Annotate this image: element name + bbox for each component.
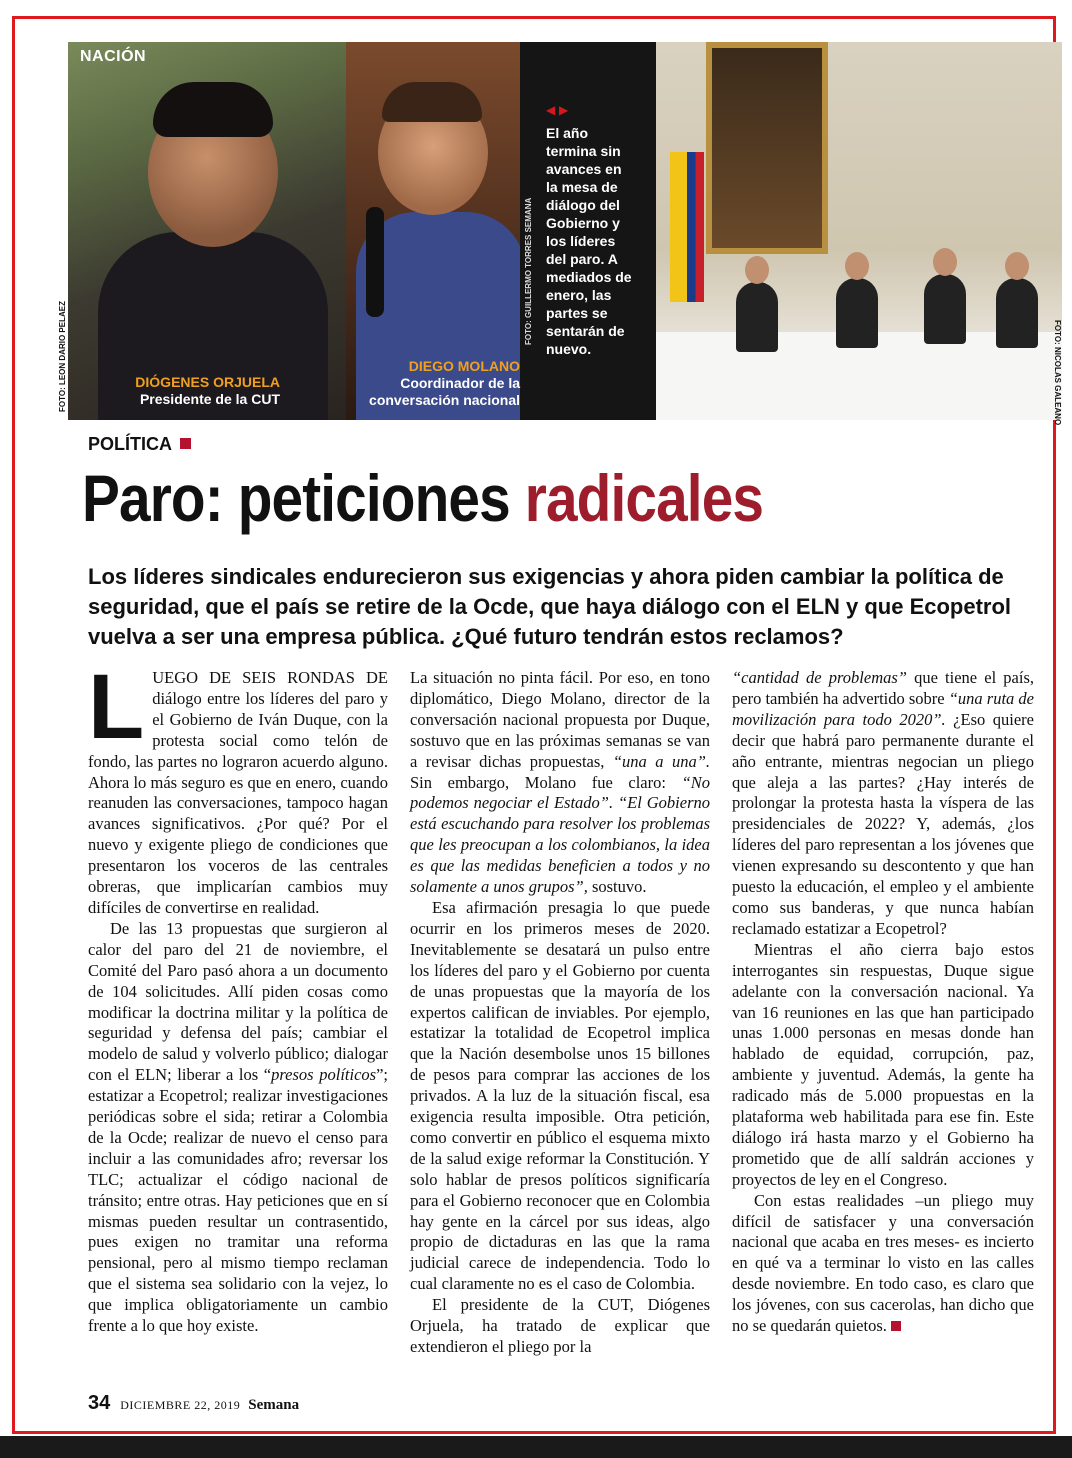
photo-credit: FOTO: NICOLAS GALEANO <box>1053 320 1062 426</box>
microphone-icon <box>366 207 384 317</box>
kicker-label: POLÍTICA <box>88 434 172 454</box>
paragraph: LUEGO DE SEIS RONDAS DE diálogo entre los líderes del paro y el Gobierno de Iván Duque, con la protesta social como telón de fondo, las partes no lograron acuerdo alguno. Ahora lo más seguro es que en enero, cuando reanuden las conversaciones, tampoco hagan avances significativos. ¿Por qué? Por el nuevo y exigente pliego de condiciones que presentaron los voceros de las centrales obreras, que implicarían cambios muy difíciles de convertirse en realidad. <box>88 656 388 917</box>
headline-main: Paro: peticiones <box>82 461 525 535</box>
kicker <box>88 434 191 455</box>
deck: Los líderes sindicales endurecieron sus exigencias y ahora piden cambiar la política de seguridad, que el país se retire de la Ocde, que haya diálogo con el ELN y que Ecopetrol vuelva a ser una empresa pública. ¿Qué futuro tendrán estos reclamos? <box>88 564 1012 649</box>
paragraph: La situación no pinta fácil. Por eso, en tono diplomático, Diego Molano, director de la conversación nacional propuesta por Duque, sostuvo que en las próximas semanas se van a revisar dichas propuestas, “una a una”. Sin embargo, Molano fue claro: “No podemos negociar el Estado”. “El Gobierno está escuchando para resolver los problemas que les preocupan a los colombianos, la idea es que las medidas beneficien a todos y no solamente a unos grupos”, sostuvo. <box>410 668 711 897</box>
photo-diogenes-orjuela <box>68 42 346 420</box>
paragraph: Con estas realidades –un pliego muy difícil de satisfacer y una conversación nacional que acaba en tres meses- es incierto en qué va a terminar lo visto en las calles desde noviembre. En todo caso, es claro que los jóvenes, con sus cacerolas, han dicho que no se quedarán quietos. <box>732 1190 1034 1336</box>
photo-caption-orjuela <box>90 374 280 408</box>
photo-dialogue-table <box>656 42 1062 420</box>
arrows-icon: ◀ ▶ <box>546 103 569 117</box>
photo-credit: FOTO: LEON DARIO PELAEZ <box>58 301 67 412</box>
paragraph: De las 13 propuestas que surgieron al calor del paro del 21 de noviembre, el Comité del Paro pasó ahora a un documento de 104 solicitudes. Allí piden cosas como modificar la doctrina militar y la política de seguridad y defensa del país; cambiar el modelo de salud y volverlo público; dialogar con el ELN; liberar a los “presos políticos”; estatizar a Ecopetrol; realizar investigaciones periódicas sobre el sida; retirar a Colombia de la Ocde; realizar de nuevo el censo para incluir a las comunidades afro; reversar los TLC; actualizar el código nacional de tránsito; entre otras. Hay peticiones que en sí mismas pueden resultar un contrasentido, pues exigen no tramitar una reforma pensional, pero al mismo tiempo reclaman que el sistema sea solidario con la vejez, lo que implica obligatoriamente un cambio frente a lo que hoy existe. <box>88 918 388 1336</box>
kicker-square-icon <box>180 438 191 449</box>
issue-date: DICIEMBRE 22, 2019 <box>120 1398 241 1412</box>
portrait-painting <box>706 42 828 254</box>
publication-name: Semana <box>248 1397 300 1413</box>
caption-role: conversación nacional <box>369 392 520 408</box>
colombia-flag <box>670 152 704 302</box>
page-number: 34 <box>88 1392 111 1414</box>
headline-accent: radicales <box>524 461 764 535</box>
caption-role: Presidente de la CUT <box>139 391 280 407</box>
section-label: NACIÓN <box>80 48 147 65</box>
end-mark-icon <box>891 1321 901 1331</box>
photo-credit: FOTO: GUILLERMO TORRES SEMANA <box>524 197 533 345</box>
paragraph: “cantidad de problemas” que tiene el país, pero también ha advertido sobre “una ruta de movilización para todo 2020”. ¿Eso quiere decir que habrá paro permanente durante el año entrante, mientras negocian un pliego que aleja a las partes? ¿Hay interés de prolongar la protesta hasta la víspera de las presidenciales de 2022? Y, además, ¿los líderes del paro representan a los jóvenes que vienen expresando su descontento y que han puesto la educación, el empleo y el ambiente como sus banderas, y que nunca habían reclamado estatizar a Ecopetrol? <box>732 668 1034 938</box>
paragraph: Mientras el año cierra bajo estos interrogantes sin respuestas, Duque sigue adelante con la conversación nacional. Ya van 16 reuniones en las que han participado unas 1.000 personas en mesas donde han hablado de equidad, corrupción, paz, ambiente y juventud. Además, la gente ha radicado más de 5.000 propuestas en la plataforma web habilitada para ese fin. Este diálogo irá hasta marzo y el Gobierno ha prometido que de allí saldrán acciones y proyectos de ley en el Congreso. <box>732 939 1034 1189</box>
caption-name: DIEGO MOLANO <box>408 358 520 374</box>
side-caption: El año termina sin avances en la mesa de diálogo del Gobierno y los líderes del paro. A mediados de enero, las partes se sentarán de nuevo. <box>546 125 632 357</box>
headline <box>82 458 763 538</box>
lead-in: UEGO DE SEIS RONDAS DE <box>152 668 388 687</box>
article-column-1 <box>88 656 388 1337</box>
article-column-3 <box>732 668 1034 1337</box>
photo-caption-molano <box>330 358 520 409</box>
caption-role: Coordinador de la <box>400 375 520 391</box>
caption-name: DIÓGENES ORJUELA <box>135 374 280 390</box>
dropcap: L <box>88 656 145 758</box>
article-column-2 <box>410 668 710 1358</box>
scan-bottom-band <box>0 1436 1072 1458</box>
paragraph: Esa afirmación presagia lo que puede ocurrir en los primeros meses de 2020. Inevitablemente se desatará un pulso entre los líderes del paro y el Gobierno por cuenta de unas propuestas que la mayoría de los expertos califican de inviables. Por ejemplo, estatizar la totalidad de Ecopetrol implica que la Nación desembolse unos 15 billones de pesos para comprar las acciones de los privados. A la luz de la situación fiscal, esa exigencia resulta imposible. Otra petición, como convertir en público el esquema mixto de la salud exige reformar la Constitución. Y solo hablar de presos políticos significaría para el Gobierno reconocer que en Colombia hay gente en la cárcel por sus ideas, algo propio de dictaduras en las que la rama judicial carece de independencia. Todo lo cual claramente no es el caso de Colombia. <box>410 897 710 1294</box>
page-footer <box>88 1392 299 1415</box>
paragraph: El presidente de la CUT, Diógenes Orjuela, ha tratado de explicar que extendieron el pliego por la <box>410 1295 710 1356</box>
